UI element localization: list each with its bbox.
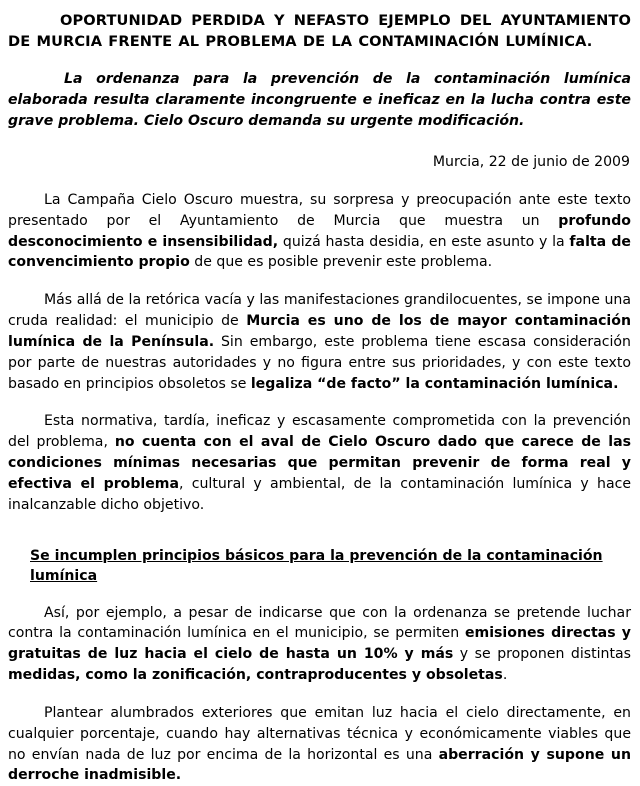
paragraph-1-bold-1: profundo desconocimiento e insensibilidad, — [8, 212, 631, 250]
section-heading — [8, 516, 631, 587]
document-subtitle: La ordenanza para la prevención de la contaminación lumínica elaborada resulta claramente incongruente e ineficaz en la lucha contra este grave problema. Cielo Oscuro demanda su urgente modificación. — [8, 71, 631, 129]
paragraph-2-bold-1: Murcia es uno de los de mayor contaminación lumínica de la Península. — [8, 313, 631, 350]
paragraph-4 — [8, 587, 631, 686]
paragraph-4-bold-1: emisiones directas y gratuitas de luz hacia el cielo de hasta un 10% y más — [8, 625, 631, 663]
paragraph-1-text-1: La Campaña Cielo Oscuro muestra, su sorpresa y preocupación ante este texto presentado por el Ayuntamiento de Murcia que muestra un — [8, 191, 631, 229]
paragraph-2-text-1: Más allá de la retórica vacía y las manifestaciones grandilocuentes, se impone una cruda realidad: el municipio de — [8, 292, 631, 330]
paragraph-4-bold-2: medidas, como la zonificación, contraproducentes y obsoletas — [8, 667, 503, 684]
paragraph-3-bold-1: no cuenta con el aval de Cielo Oscuro dado que carece de las condiciones mínimas necesarias que permitan prevenir de forma real y efectiva el problema — [8, 434, 631, 492]
paragraph-4-text-2: y se proponen distintas — [453, 646, 631, 663]
paragraph-2-text-2: Sin embargo, este problema tiene escasa consideración por parte de nuestras autoridades y no figura entre sus prioridades, y con este texto basado en principios obsoletos se — [8, 333, 631, 392]
paragraph-4-text-3: . — [502, 667, 508, 684]
paragraph-1-bold-2: falta de convencimiento propio — [8, 233, 631, 271]
paragraph-1-text-2: quizá hasta desidia, en este asunto y la — [278, 233, 570, 250]
document-title: OPORTUNIDAD PERDIDA Y NEFASTO EJEMPLO DEL AYUNTAMIENTO DE MURCIA FRENTE AL PROBLEMA DE LA CONTAMINACIÓN LUMÍNICA. — [8, 12, 631, 51]
paragraph-5-bold-1: aberración y supone un derroche inadmisible. — [8, 746, 631, 784]
paragraph-5-text-1: Plantear alumbrados exteriores que emitan luz hacia el cielo directamente, en cualquier porcentaje, cuando hay alternativas técnica y económicamente viables que no envían nada de luz por encima de la horizontal es una — [8, 704, 631, 763]
paragraph-3-text-2: , cultural y ambiental, de la contaminación lumínica y hace inalcanzable dicho objetivo. — [8, 475, 632, 513]
paragraph-5 — [8, 686, 631, 786]
paragraph-1 — [8, 173, 631, 273]
paragraph-4-text-1: Así, por ejemplo, a pesar de indicarse que con la ordenanza se pretende luchar contra la contaminación lumínica en el municipio, se permiten — [8, 604, 631, 642]
section-heading-label: Se incumplen principios básicos para la prevención de la contaminación lumínica — [30, 547, 603, 585]
paragraph-2-bold-2: legaliza “de facto” la contaminación lumínica. — [250, 375, 619, 392]
paragraph-3 — [8, 394, 631, 515]
paragraph-2 — [8, 273, 631, 394]
paragraph-3-text-1: Esta normativa, tardía, ineficaz y escasamente comprometida con la prevención del problema, — [8, 413, 631, 451]
dateline: Murcia, 22 de junio de 2009 — [432, 154, 630, 171]
paragraph-1-text-3: de que es posible prevenir este problema. — [189, 254, 493, 271]
